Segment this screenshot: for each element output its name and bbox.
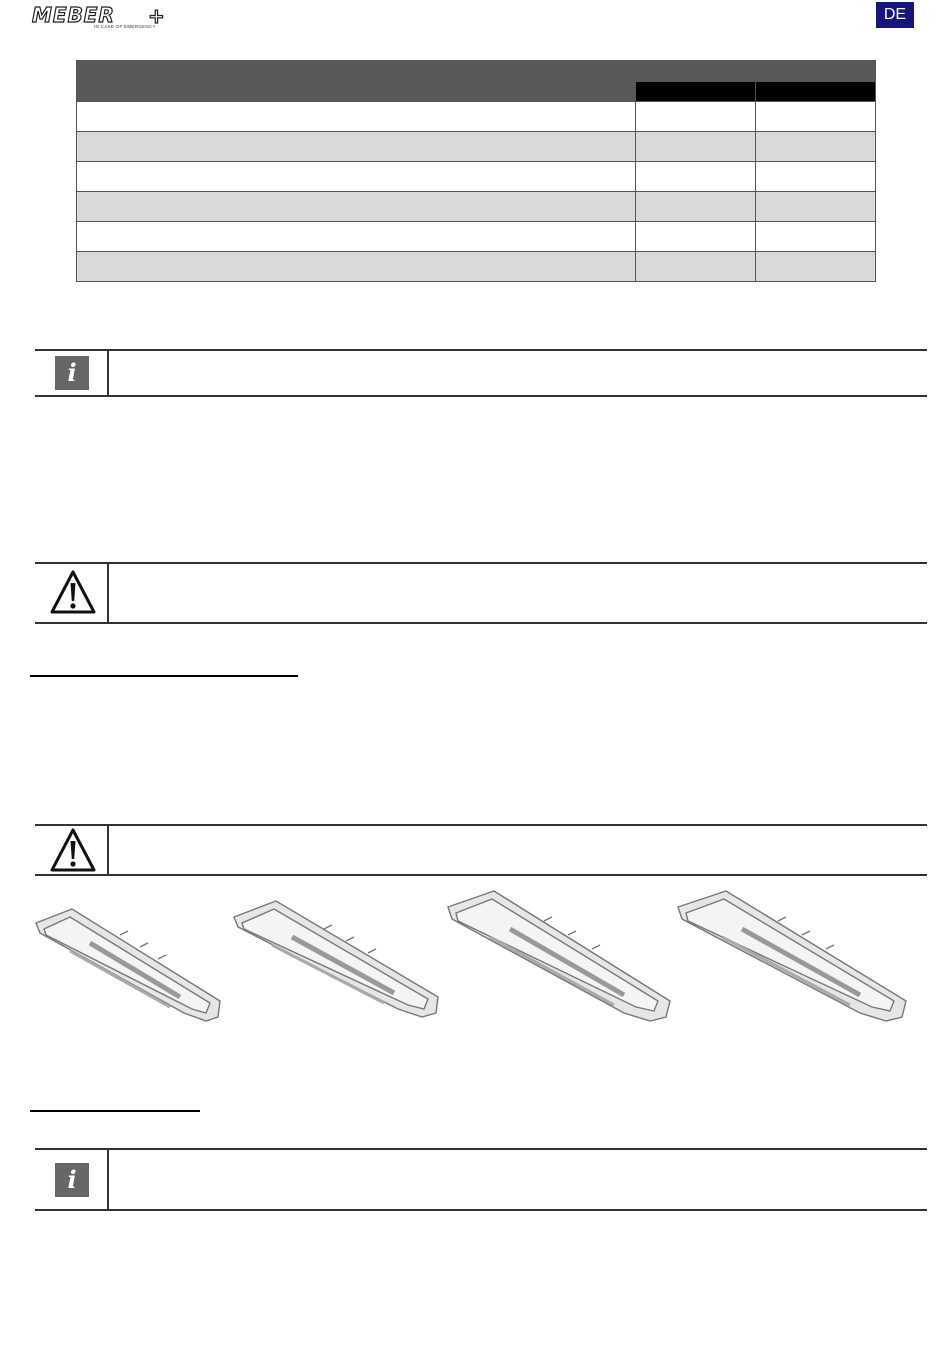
warning-notice-2	[35, 824, 927, 876]
table-row	[77, 222, 876, 252]
warning-notice-1	[35, 562, 927, 624]
warning-icon	[49, 569, 97, 615]
table-cell	[77, 192, 636, 222]
specification-table	[76, 60, 876, 282]
table-header-col-1	[636, 82, 756, 102]
table-cell	[756, 162, 876, 192]
section-heading-underline-2	[30, 1110, 200, 1112]
stretcher-illustration-2	[228, 895, 443, 1025]
notice-icon-cell	[35, 564, 109, 622]
table-row	[77, 252, 876, 282]
stretcher-illustration-3	[444, 885, 674, 1025]
table-cell	[77, 132, 636, 162]
table-row	[77, 192, 876, 222]
logo-cross-icon: +	[148, 4, 165, 28]
table-row	[77, 132, 876, 162]
table-cell	[756, 222, 876, 252]
table-cell	[756, 192, 876, 222]
table-cell	[636, 162, 756, 192]
table-header-group	[636, 61, 876, 82]
table-cell	[756, 252, 876, 282]
notice-icon-cell	[35, 826, 109, 874]
table-cell	[756, 102, 876, 132]
info-icon: i	[55, 356, 89, 390]
table-cell	[636, 192, 756, 222]
table-header-col-2	[756, 82, 876, 102]
table-header-main	[77, 61, 636, 102]
table-cell	[756, 132, 876, 162]
notice-icon-cell	[35, 1150, 109, 1209]
table-cell	[77, 162, 636, 192]
table-cell	[636, 252, 756, 282]
table-cell	[77, 252, 636, 282]
language-badge: DE	[876, 2, 914, 28]
stretcher-illustration-1	[30, 905, 230, 1025]
table-cell	[636, 102, 756, 132]
info-notice-2	[35, 1148, 927, 1211]
table-cell	[77, 222, 636, 252]
table-cell	[77, 102, 636, 132]
stretcher-illustration-4	[674, 885, 910, 1025]
section-heading-underline-1	[30, 675, 298, 677]
table-cell	[636, 222, 756, 252]
info-notice-1	[35, 349, 927, 397]
logo-wordmark: MEBER	[32, 3, 115, 27]
table-row	[77, 102, 876, 132]
table-row	[77, 162, 876, 192]
notice-icon-cell	[35, 351, 109, 395]
logo-tagline: IN CASE OF EMERGENCY	[94, 24, 156, 29]
table-cell	[636, 132, 756, 162]
warning-icon	[49, 827, 97, 873]
brand-logo	[32, 4, 170, 32]
info-icon: i	[55, 1163, 89, 1197]
